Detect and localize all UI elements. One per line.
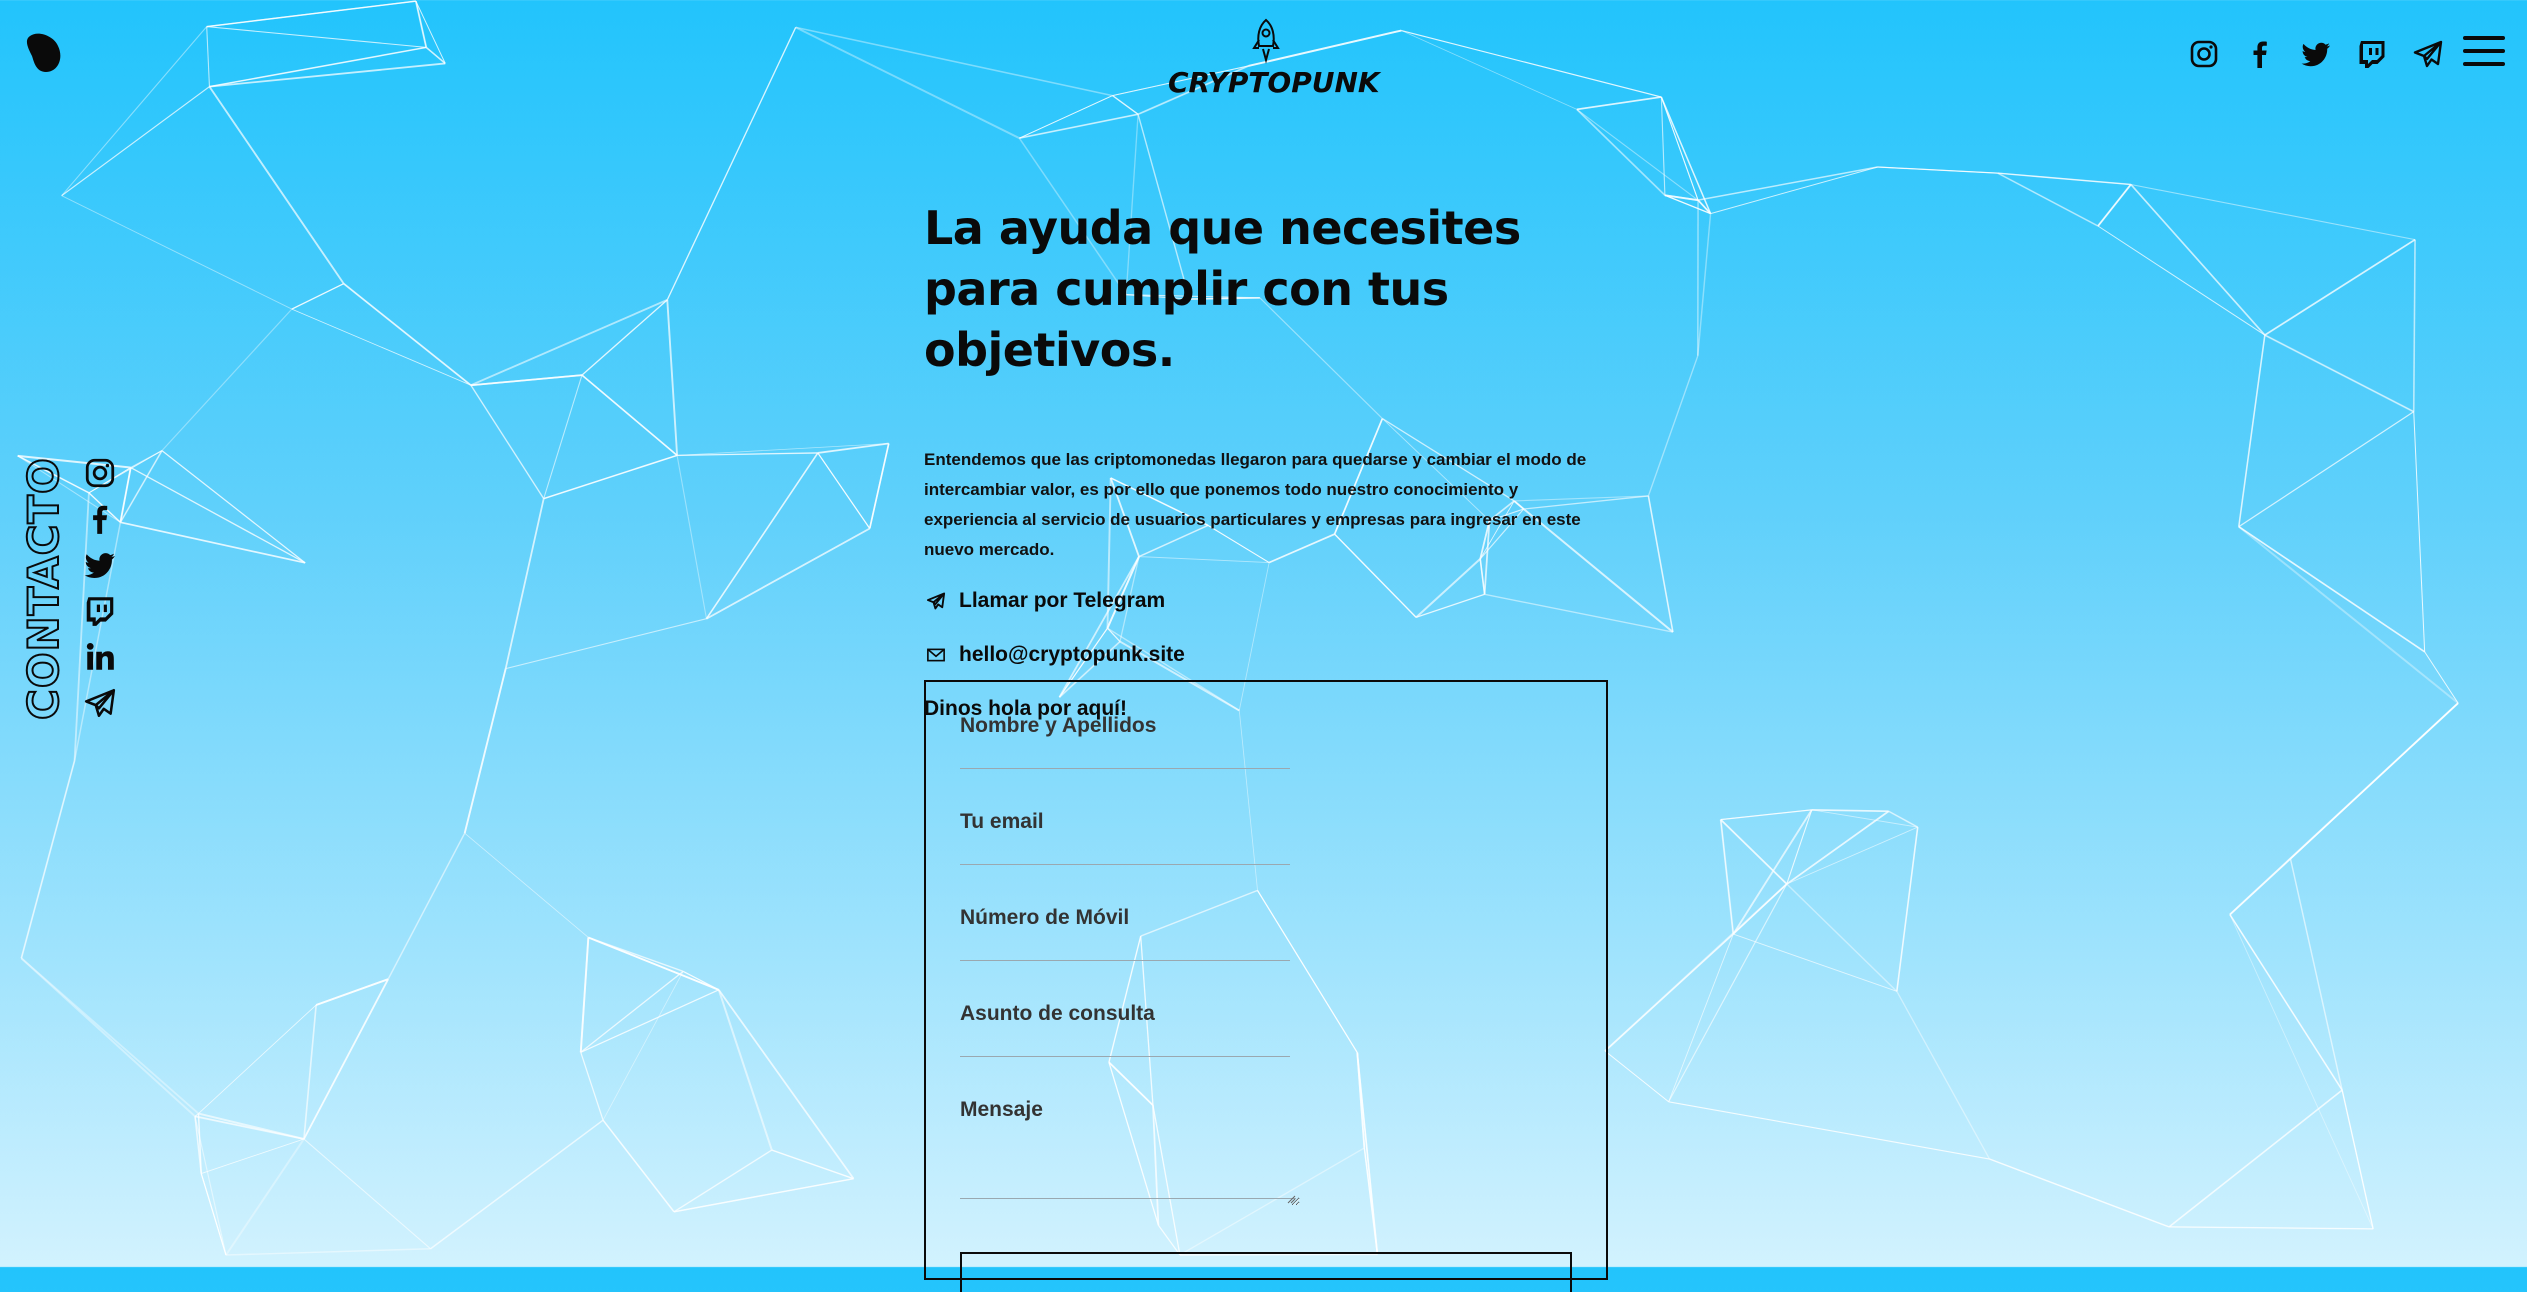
telegram-icon[interactable] — [2411, 37, 2445, 71]
subject-field-label: Asunto de consulta — [960, 1002, 1290, 1026]
sidebar-social-links — [80, 454, 120, 722]
sidebar-contact-title: CONTACTO — [22, 460, 66, 720]
subject-field-group — [960, 1002, 1290, 1057]
submit-button[interactable] — [960, 1252, 1572, 1292]
blob-logo-icon[interactable] — [24, 32, 64, 76]
subject-field[interactable] — [960, 1036, 1294, 1064]
facebook-icon[interactable] — [80, 500, 120, 538]
telegram-icon[interactable] — [80, 684, 120, 722]
twitch-icon[interactable] — [2355, 37, 2389, 71]
site-logo[interactable] — [1168, 18, 1364, 99]
resize-handle-icon[interactable] — [1286, 1194, 1296, 1204]
facebook-icon[interactable] — [2243, 37, 2277, 71]
instagram-icon[interactable] — [80, 454, 120, 492]
rocket-icon — [1251, 18, 1281, 64]
telegram-link-label: Llamar por Telegram — [959, 589, 1165, 613]
logo-text: CRYPTOPUNK — [1168, 66, 1364, 99]
email-field[interactable] — [960, 844, 1294, 872]
phone-field-label: Número de Móvil — [960, 906, 1290, 930]
email-link-label: hello@cryptopunk.site — [959, 643, 1185, 667]
email-link[interactable] — [924, 635, 1614, 675]
page-description: Entendemos que las criptomonedas llegaron para quedarse y cambiar el modo de intercambiar valor, es por ello que ponemos todo nuestro conocimiento y experiencia al servicio de usuarios particulares y empresas para ingresar en este nuevo mercado. — [924, 445, 1614, 565]
email-field-label: Tu email — [960, 810, 1290, 834]
telegram-icon — [924, 589, 948, 613]
name-field-label: Nombre y Apellidos — [960, 714, 1290, 738]
twitter-icon[interactable] — [80, 546, 120, 584]
message-field-label: Mensaje — [960, 1098, 1296, 1122]
twitch-icon[interactable] — [80, 592, 120, 630]
contact-form — [924, 680, 1608, 1280]
name-field[interactable] — [960, 748, 1294, 776]
form-title: Dinos hola por aquí! — [924, 697, 1614, 721]
email-field-group — [960, 810, 1290, 865]
envelope-icon — [924, 643, 948, 667]
message-field-group — [960, 1098, 1296, 1199]
telegram-call-link[interactable] — [924, 581, 1614, 621]
linkedin-icon[interactable] — [80, 638, 120, 676]
header-social-links — [2187, 37, 2445, 71]
hamburger-menu-icon[interactable] — [2463, 36, 2505, 72]
name-field-group — [960, 714, 1290, 769]
twitter-icon[interactable] — [2299, 37, 2333, 71]
page-headline: La ayuda que necesites para cumplir con tus objetivos. — [924, 198, 1604, 381]
contact-content — [924, 198, 1614, 721]
phone-field[interactable] — [960, 940, 1294, 968]
message-field[interactable] — [960, 1132, 1300, 1206]
instagram-icon[interactable] — [2187, 37, 2221, 71]
phone-field-group — [960, 906, 1290, 961]
